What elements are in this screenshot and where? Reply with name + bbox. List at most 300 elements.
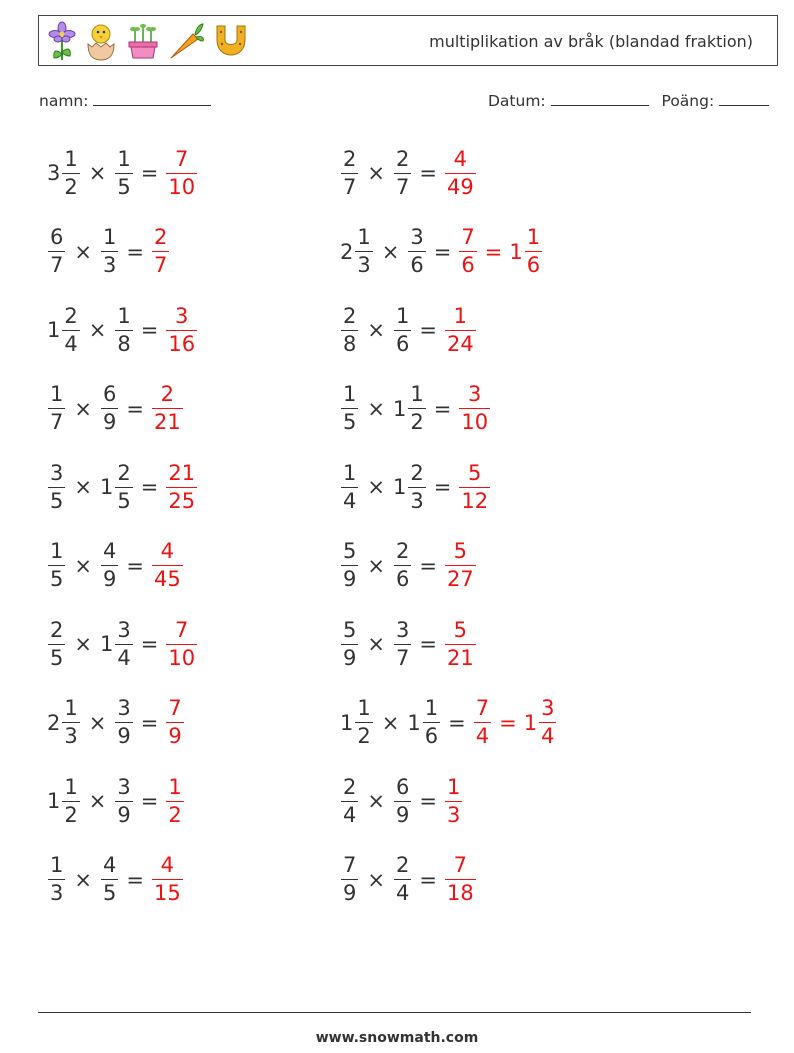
answer-mixed-number (444, 303, 477, 356)
operand-b-numerator: 2 (395, 539, 410, 563)
times-sign: × (367, 553, 385, 578)
operand-a-denominator: 3 (357, 253, 371, 277)
problem-5 (47, 302, 198, 358)
answer-mixed-number (444, 774, 463, 827)
answer-numerator: 1 (453, 303, 468, 328)
operand-b-denominator: 2 (410, 410, 424, 434)
operand-a-numerator: 1 (357, 696, 371, 720)
times-sign: × (88, 161, 107, 185)
answer-fraction (152, 227, 169, 276)
name-field (39, 92, 211, 110)
operand-b-fraction (101, 384, 118, 433)
operand-a-mixed-number (340, 774, 359, 827)
equals-sign: = (126, 553, 144, 578)
answer (165, 146, 198, 199)
operand-b-mixed-number (114, 303, 133, 356)
answer-numerator: 7 (475, 696, 490, 720)
problem-13 (47, 616, 198, 672)
operand-b-mixed-number (114, 146, 133, 199)
answer-mixed-number (458, 384, 491, 433)
operand-b-mixed-number (99, 617, 134, 670)
operand-a-fraction (341, 303, 358, 356)
date-blank[interactable] (551, 93, 649, 106)
date-score-fields (488, 92, 769, 110)
operand-a-numerator: 2 (343, 303, 357, 328)
operand-a-numerator: 1 (50, 853, 64, 877)
problem-10 (340, 459, 491, 515)
answer-numerator: 3 (468, 382, 482, 406)
header-box (38, 15, 778, 66)
operand-a-denominator: 5 (50, 645, 64, 670)
answer-mixed-number (151, 227, 170, 276)
operand-b-fraction (394, 855, 411, 904)
operand-a-numerator: 1 (343, 460, 357, 485)
operand-a-fraction (341, 774, 358, 827)
answer-fraction (445, 617, 476, 670)
answer-fraction (459, 384, 490, 433)
operand-b-fraction (394, 617, 411, 670)
answer-denominator: 4 (475, 724, 490, 748)
answer-denominator: 21 (153, 410, 181, 434)
problem-2 (340, 145, 477, 201)
answer-denominator: 6 (461, 253, 475, 277)
equals-sign: = (140, 789, 159, 813)
answer-mixed-number (165, 774, 184, 827)
answer (444, 617, 477, 670)
operand-b-fraction (115, 698, 132, 747)
operand-a-mixed-number (47, 774, 81, 827)
answer-numerator: 4 (160, 539, 175, 563)
answer-fraction (152, 384, 183, 433)
operand-a-whole: 1 (47, 318, 61, 342)
operand-b-mixed-number (99, 460, 134, 513)
operand-a-numerator: 1 (64, 774, 78, 799)
times-sign: × (381, 710, 400, 735)
answer (151, 855, 184, 904)
operand-a-denominator: 8 (343, 331, 357, 356)
operand-a-numerator: 2 (343, 146, 357, 171)
operand-b-numerator: 1 (117, 146, 131, 171)
operand-b-mixed-number (392, 460, 427, 513)
answer-numerator: 7 (168, 696, 182, 720)
operand-a-mixed-number (47, 698, 81, 747)
operand-b-fraction (115, 617, 132, 670)
answer-denominator: 10 (168, 174, 196, 199)
answer-fraction (474, 698, 491, 747)
operand-b-mixed-number (114, 774, 133, 827)
problem-18 (340, 773, 463, 829)
answer-simplified-fraction (539, 698, 556, 747)
operand-b-whole: 1 (99, 632, 114, 656)
operand-b-denominator: 3 (410, 488, 424, 513)
icon-strip (47, 20, 251, 62)
operand-b-denominator: 4 (395, 881, 410, 905)
answer-denominator: 16 (168, 331, 196, 356)
operand-a-mixed-number (47, 460, 66, 513)
answer (165, 303, 198, 356)
operand-b-fraction (115, 303, 132, 356)
operand-a-fraction (341, 617, 358, 670)
operand-a-numerator: 1 (64, 696, 78, 720)
operand-b-numerator: 3 (117, 696, 131, 720)
equals-sign: = (140, 318, 159, 342)
times-sign: × (367, 161, 385, 185)
operand-a-mixed-number (340, 855, 359, 904)
operand-a-fraction (62, 698, 79, 747)
answer-numerator: 2 (160, 382, 175, 406)
operand-b-fraction (394, 541, 411, 590)
operand-a-mixed-number (47, 227, 66, 276)
operand-a-numerator: 5 (343, 617, 357, 642)
operand-b-mixed-number (393, 303, 412, 356)
answer-fraction (152, 541, 183, 590)
operand-b-numerator: 1 (117, 303, 131, 328)
answer-fraction (445, 146, 476, 199)
operand-b-numerator: 4 (102, 539, 117, 563)
operand-b-numerator: 1 (410, 382, 424, 406)
answer-denominator: 10 (461, 410, 489, 434)
operand-b-mixed-number (100, 541, 119, 590)
answer-simplified-mixed-number (524, 698, 558, 747)
operand-a-fraction (341, 855, 358, 904)
sheet-title: multiplikation av bråk (blandad fraktion) (429, 32, 753, 51)
equals-sign: = (126, 239, 144, 264)
answer-fraction (459, 460, 490, 513)
operand-b-mixed-number (393, 855, 412, 904)
operand-b-numerator: 2 (395, 146, 410, 171)
operand-b-denominator: 6 (424, 724, 439, 748)
times-sign: × (88, 318, 107, 342)
operand-a-fraction (355, 227, 372, 276)
answer-numerator: 5 (453, 617, 468, 642)
answer-mixed-number (165, 460, 198, 513)
operand-a-mixed-number (340, 698, 374, 747)
answer-fraction (166, 774, 183, 827)
problem-20 (340, 852, 477, 908)
operand-b-numerator: 6 (395, 774, 410, 799)
answer-simplified-denominator: 4 (541, 724, 555, 748)
operand-b-denominator: 4 (117, 645, 131, 670)
answer-mixed-number (458, 460, 491, 513)
problem-3 (47, 224, 170, 280)
operand-a-denominator: 7 (343, 174, 357, 199)
answer-mixed-number (458, 227, 477, 276)
operand-a-mixed-number (340, 617, 359, 670)
answer (165, 460, 198, 513)
operand-a-whole: 1 (340, 710, 354, 735)
answer-fraction (445, 855, 476, 904)
operand-a-fraction (62, 146, 79, 199)
equals-sign: = (126, 867, 144, 892)
operand-a-fraction (48, 384, 65, 433)
operand-b-numerator: 1 (102, 225, 117, 249)
times-sign: × (74, 239, 92, 264)
answer-numerator: 5 (468, 460, 482, 485)
times-sign: × (88, 789, 107, 813)
answer-equals-sign: = (499, 710, 517, 735)
operand-b-fraction (101, 227, 118, 276)
times-sign: × (74, 396, 92, 421)
date-label: Datum: (488, 92, 546, 110)
problem-11 (47, 538, 184, 594)
answer (444, 541, 477, 590)
answer-fraction (445, 303, 476, 356)
operand-a-mixed-number (340, 303, 359, 356)
answer (165, 617, 198, 670)
operand-b-denominator: 6 (395, 567, 410, 591)
operand-b-whole: 1 (392, 396, 407, 421)
equals-sign: = (419, 789, 437, 813)
operand-b-fraction (101, 855, 118, 904)
answer-fraction (152, 855, 183, 904)
problem-9 (47, 459, 198, 515)
chick-icon (83, 20, 119, 62)
operand-a-fraction (341, 384, 358, 433)
operand-a-whole: 1 (47, 789, 61, 813)
problem-14 (340, 616, 477, 672)
answer-denominator: 18 (446, 881, 474, 905)
operand-a-mixed-number (340, 146, 359, 199)
answer-mixed-number (151, 541, 184, 590)
answer-numerator: 7 (175, 617, 189, 642)
answer-denominator: 9 (168, 724, 182, 748)
operand-a-denominator: 2 (64, 802, 78, 827)
answer-mixed-number (151, 855, 184, 904)
operand-b-numerator: 2 (410, 460, 424, 485)
answer-mixed-number (165, 146, 198, 199)
answer (444, 774, 463, 827)
operand-b-numerator: 1 (424, 696, 439, 720)
operand-a-mixed-number (340, 227, 374, 276)
answer-mixed-number (444, 146, 477, 199)
operand-b-whole: 1 (407, 710, 421, 735)
operand-b-denominator: 9 (102, 567, 117, 591)
answer-denominator: 15 (153, 881, 181, 905)
operand-b-mixed-number (393, 384, 427, 433)
answer-denominator: 49 (446, 174, 474, 199)
operand-a-fraction (62, 774, 79, 827)
horseshoe-icon (211, 20, 251, 62)
operand-b-fraction (423, 698, 440, 747)
operand-a-denominator: 9 (343, 881, 357, 905)
answer (444, 146, 477, 199)
operand-a-denominator: 5 (50, 567, 64, 591)
answer (444, 303, 477, 356)
answer-fraction (166, 698, 183, 747)
operand-b-mixed-number (100, 227, 119, 276)
answer-mixed-number (444, 617, 477, 670)
answer (458, 460, 491, 513)
operand-a-numerator: 1 (50, 382, 64, 406)
operand-a-denominator: 4 (64, 331, 78, 356)
answer-numerator: 7 (461, 225, 475, 249)
operand-a-numerator: 2 (343, 774, 357, 799)
answer-numerator: 5 (453, 539, 468, 563)
answer-fraction (445, 774, 462, 827)
operand-b-numerator: 2 (395, 853, 410, 877)
operand-a-numerator: 1 (64, 146, 78, 171)
operand-b-mixed-number (393, 774, 412, 827)
answer-fraction (459, 227, 476, 276)
answer-fraction (166, 460, 197, 513)
operand-a-fraction (62, 303, 79, 356)
operand-a-mixed-number (340, 384, 359, 433)
operand-b-denominator: 5 (117, 488, 131, 513)
answer-mixed-number (151, 384, 184, 433)
answer-fraction (445, 541, 476, 590)
operand-b-mixed-number (407, 698, 441, 747)
equals-sign: = (419, 553, 437, 578)
operand-b-denominator: 6 (410, 253, 424, 277)
times-sign: × (367, 318, 385, 342)
operand-a-mixed-number (47, 541, 66, 590)
operand-a-numerator: 5 (343, 539, 357, 563)
operand-a-numerator: 1 (50, 539, 64, 563)
operand-a-mixed-number (47, 617, 66, 670)
operand-a-numerator: 3 (50, 460, 64, 485)
answer (151, 384, 184, 433)
operand-a-mixed-number (47, 303, 81, 356)
operand-b-fraction (408, 460, 425, 513)
operand-a-fraction (48, 460, 65, 513)
problem-1 (47, 145, 198, 201)
operand-b-numerator: 6 (102, 382, 117, 406)
answer-mixed-number (444, 541, 477, 590)
operand-b-numerator: 4 (102, 853, 117, 877)
operand-a-fraction (341, 541, 358, 590)
equals-sign: = (126, 396, 144, 421)
answer (458, 227, 543, 276)
flower-icon (47, 20, 77, 62)
times-sign: × (367, 632, 385, 656)
times-sign: × (367, 396, 385, 421)
times-sign: × (74, 867, 92, 892)
carrot-icon (167, 20, 205, 62)
operand-a-numerator: 7 (343, 853, 357, 877)
answer-mixed-number (165, 698, 184, 747)
answer-numerator: 7 (175, 146, 189, 171)
answer-mixed-number (444, 855, 477, 904)
operand-b-denominator: 9 (117, 724, 131, 748)
times-sign: × (367, 475, 385, 499)
answer-numerator: 2 (153, 225, 168, 249)
answer-denominator: 3 (446, 802, 461, 827)
problem-7 (47, 381, 184, 437)
operand-b-denominator: 7 (395, 174, 410, 199)
operand-b-mixed-number (393, 541, 412, 590)
times-sign: × (381, 239, 400, 264)
answer (165, 698, 184, 747)
operand-b-fraction (394, 303, 411, 356)
operand-b-denominator: 5 (102, 881, 117, 905)
operand-b-fraction (115, 146, 132, 199)
answer-fraction (166, 303, 197, 356)
operand-a-mixed-number (340, 541, 359, 590)
problem-6 (340, 302, 477, 358)
operand-a-denominator: 4 (343, 802, 357, 827)
operand-a-numerator: 6 (50, 225, 64, 249)
operand-a-whole: 2 (340, 239, 354, 264)
operand-a-denominator: 9 (343, 567, 357, 591)
footer-divider (38, 1012, 751, 1013)
answer-denominator: 10 (168, 645, 196, 670)
answer-numerator: 21 (168, 460, 196, 485)
times-sign: × (88, 710, 107, 735)
problem-4 (340, 224, 543, 280)
problem-19 (47, 852, 184, 908)
name-label: namn: (39, 92, 89, 110)
score-blank[interactable] (719, 93, 769, 106)
equals-sign: = (140, 475, 159, 499)
equals-sign: = (433, 239, 452, 264)
answer-mixed-number (473, 698, 492, 747)
answer-simplified-numerator: 1 (526, 225, 541, 249)
operand-b-mixed-number (393, 146, 412, 199)
operand-a-denominator: 7 (50, 410, 64, 434)
operand-b-mixed-number (100, 384, 119, 433)
answer (165, 774, 184, 827)
answer-denominator: 7 (153, 253, 168, 277)
equals-sign: = (140, 632, 159, 656)
operand-b-fraction (408, 384, 425, 433)
equals-sign: = (433, 396, 452, 421)
answer-simplified-numerator: 3 (541, 696, 555, 720)
answer-denominator: 45 (153, 567, 181, 591)
times-sign: × (367, 789, 385, 813)
problem-8 (340, 381, 491, 437)
answer-denominator: 12 (461, 488, 489, 513)
answer-denominator: 25 (168, 488, 196, 513)
problem-16 (340, 695, 557, 751)
answer (444, 855, 477, 904)
operand-b-fraction (101, 541, 118, 590)
answer-simplified-whole: 1 (509, 239, 523, 264)
answer-simplified-whole: 1 (523, 710, 538, 735)
operand-b-fraction (394, 146, 411, 199)
operand-a-fraction (48, 227, 65, 276)
operand-a-fraction (341, 460, 358, 513)
operand-a-fraction (48, 855, 65, 904)
answer-simplified-denominator: 6 (526, 253, 541, 277)
answer-denominator: 27 (446, 567, 474, 591)
problem-15 (47, 695, 185, 751)
answer-simplified-mixed-number (509, 227, 543, 276)
operand-b-mixed-number (100, 855, 119, 904)
answer-fraction (166, 146, 197, 199)
operand-b-mixed-number (393, 617, 412, 670)
plant-pot-icon (125, 20, 161, 62)
answer-mixed-number (165, 303, 198, 356)
operand-a-whole: 3 (47, 161, 61, 185)
operand-b-numerator: 3 (117, 617, 131, 642)
operand-a-denominator: 5 (50, 488, 64, 513)
equals-sign: = (419, 318, 437, 342)
operand-b-denominator: 9 (117, 802, 131, 827)
operand-b-numerator: 1 (395, 303, 410, 328)
name-blank[interactable] (93, 93, 211, 106)
footer-url: www.snowmath.com (315, 1030, 479, 1046)
operand-a-fraction (355, 698, 372, 747)
answer-numerator: 4 (160, 853, 175, 877)
operand-a-mixed-number (340, 460, 359, 513)
operand-a-numerator: 2 (64, 303, 78, 328)
times-sign: × (74, 475, 92, 499)
operand-b-denominator: 9 (102, 410, 117, 434)
equals-sign: = (448, 710, 466, 735)
equals-sign: = (419, 161, 437, 185)
operand-a-denominator: 2 (64, 174, 78, 199)
operand-a-denominator: 7 (50, 253, 64, 277)
